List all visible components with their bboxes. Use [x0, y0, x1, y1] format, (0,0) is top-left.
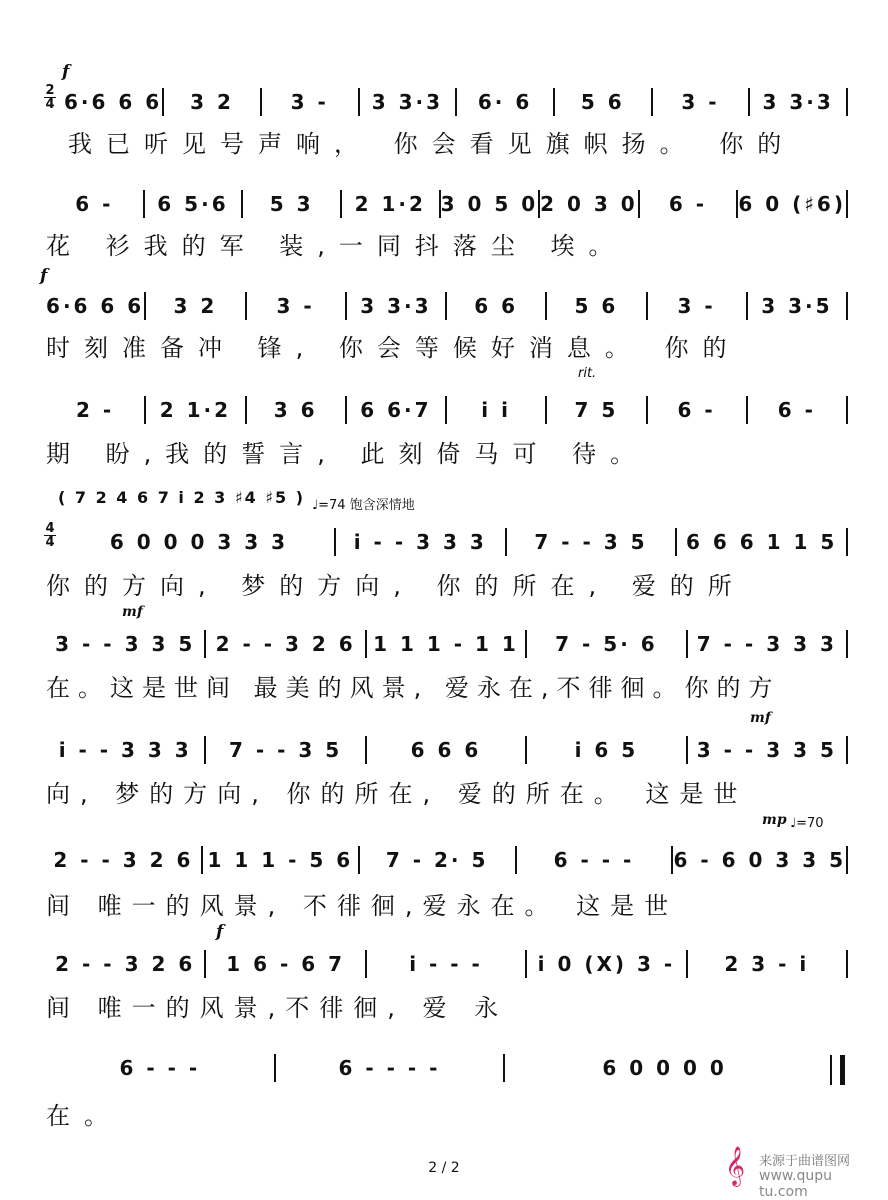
lyric-line: 时刻准备冲 锋, 你会等候好消息。 你的 — [46, 334, 741, 362]
watermark — [711, 1146, 876, 1200]
lyric-line: 向, 梦的方向, 你的所在, 爱的所在。 这是世 — [46, 780, 748, 808]
measure: 5 3 — [243, 190, 342, 218]
measure: 7 - - 3 5 — [507, 528, 678, 556]
measure: 3 2 — [146, 292, 246, 320]
measure: 1 1 1 - 1 1 — [367, 630, 527, 658]
measure: i 0 (X) 3 - — [527, 950, 687, 978]
note-line — [46, 292, 848, 320]
measure: 6· 6 — [457, 88, 555, 116]
rit-mark: rit. — [578, 366, 597, 381]
note-line — [64, 528, 848, 556]
measure: 7 - 2· 5 — [360, 846, 517, 874]
note-line — [46, 950, 848, 978]
measure: 2 - — [46, 396, 146, 424]
measure: 7 - - 3 3 3 — [688, 630, 848, 658]
measure: 3 - - 3 3 5 — [688, 736, 848, 764]
dynamic-mark: f — [62, 62, 70, 82]
measure: 3 3·3 — [750, 88, 848, 116]
measure: 6 - — [640, 190, 739, 218]
measure: i 6 5 — [527, 736, 687, 764]
lyric-line: 你的方向, 梦的方向, 你的所在, 爱的所 — [46, 572, 746, 600]
measure: 6 - — [648, 396, 748, 424]
measure: 3 - — [648, 292, 748, 320]
measure: 3 - — [247, 292, 347, 320]
measure: 7 - - 3 5 — [206, 736, 366, 764]
dynamic-mark: f — [216, 922, 224, 942]
measure: 1 1 1 - 5 6 — [203, 846, 360, 874]
lyric-line: 间 唯一的风景,不徘徊, 爱 永 — [46, 994, 509, 1022]
measure: 2 0 3 0 — [540, 192, 638, 216]
measure: 6 5·6 — [145, 190, 244, 218]
measure: 3 3·3 — [360, 88, 458, 116]
note-line — [46, 630, 848, 658]
measure: 2 3 - i — [688, 950, 848, 978]
measure: 6 6 — [447, 292, 547, 320]
measure: 6·6 6 6 — [46, 292, 146, 320]
measure: i - - 3 3 3 — [46, 736, 206, 764]
watermark-line1: 来源于曲谱图网 — [759, 1154, 851, 1169]
measure: 2 - - 3 2 6 — [46, 846, 203, 874]
measure: 3 2 — [164, 88, 262, 116]
measure: i i — [447, 396, 547, 424]
intro-notes: ( 7 2 4 6 7 i 2 3 ♯4 ♯5 ) — [58, 488, 306, 507]
measure: 3 3·5 — [748, 292, 848, 320]
measure: 6 6 6 1 1 5 — [677, 528, 848, 556]
measure: 3 3·3 — [347, 292, 447, 320]
dynamic-mark: f — [40, 266, 48, 286]
measure: 6 - - - — [517, 846, 674, 874]
measure: 7 5 — [547, 396, 647, 424]
measure: 5 6 — [555, 88, 653, 116]
dynamic-mark: mp — [762, 812, 787, 828]
measure: 6 0 0 0 3 3 3 — [64, 528, 336, 556]
note-line — [46, 396, 848, 424]
lyric-line: 期 盼,我的誓言, 此刻倚马可 待。 — [46, 440, 649, 468]
measure: 6 0 (♯6) — [738, 192, 846, 216]
measure: 3 6 — [247, 396, 347, 424]
measure: 6 6·7 — [347, 396, 447, 424]
time-signature: 2 4 — [45, 83, 55, 112]
dynamic-mark: mf — [122, 604, 143, 620]
measure: i - - - — [367, 950, 527, 978]
note-line — [46, 190, 848, 218]
measure: 7 - 5· 6 — [527, 630, 687, 658]
measure: 6 - — [46, 190, 145, 218]
measure: 2 - - 3 2 6 — [206, 630, 366, 658]
lyric-line: 在。这是世间 最美的风景, 爱永在,不徘徊。你的方 — [46, 674, 781, 702]
note-line — [64, 88, 848, 116]
measure: 3 0 5 0 — [440, 192, 539, 216]
measure: 6 0 0 0 0 — [602, 1056, 727, 1080]
final-barline — [830, 1055, 845, 1085]
watermark-line2: www.qupu tu.com — [759, 1168, 833, 1200]
measure: 6 - - - - — [276, 1054, 506, 1082]
lyric-line: 花 衫我的军 装,一同抖落尘 埃。 — [46, 232, 627, 260]
measure: i - - 3 3 3 — [336, 528, 507, 556]
tempo-marking: ♩=70 — [790, 816, 824, 831]
page-number: 2 / 2 — [428, 1160, 460, 1176]
lyric-line: 我已听见号声响， 你会看见旗帜扬。 你的 — [68, 130, 796, 158]
measure: 2 1·2 — [146, 396, 246, 424]
measure: 6 - - - — [46, 1054, 276, 1082]
measure: 6 - — [748, 396, 848, 424]
measure: 6 6 6 — [367, 736, 527, 764]
note-line — [46, 736, 848, 764]
note-line — [46, 846, 848, 874]
measure: 6 - 6 0 3 3 5 — [673, 848, 847, 872]
treble-clef-icon: 𝄞 — [725, 1146, 746, 1186]
measure: 1 6 - 6 7 — [206, 950, 366, 978]
lyric-line: 在。 — [46, 1102, 122, 1130]
time-signature: 4 4 — [45, 521, 55, 550]
measure: 2 - - 3 2 6 — [46, 950, 206, 978]
measure: 3 - — [653, 88, 751, 116]
tempo-marking: ♩=74 饱含深情地 — [312, 498, 415, 513]
measure: 5 6 — [547, 292, 647, 320]
measure: 3 - — [262, 88, 360, 116]
dynamic-mark: mf — [750, 710, 771, 726]
lyric-line: 间 唯一的风景, 不徘徊,爱永在。 这是世 — [46, 892, 679, 920]
measure: 2 1·2 — [342, 190, 441, 218]
measure: 3 - - 3 3 5 — [46, 630, 206, 658]
measure: 6·6 6 6 — [64, 90, 163, 114]
note-line — [46, 1054, 824, 1082]
